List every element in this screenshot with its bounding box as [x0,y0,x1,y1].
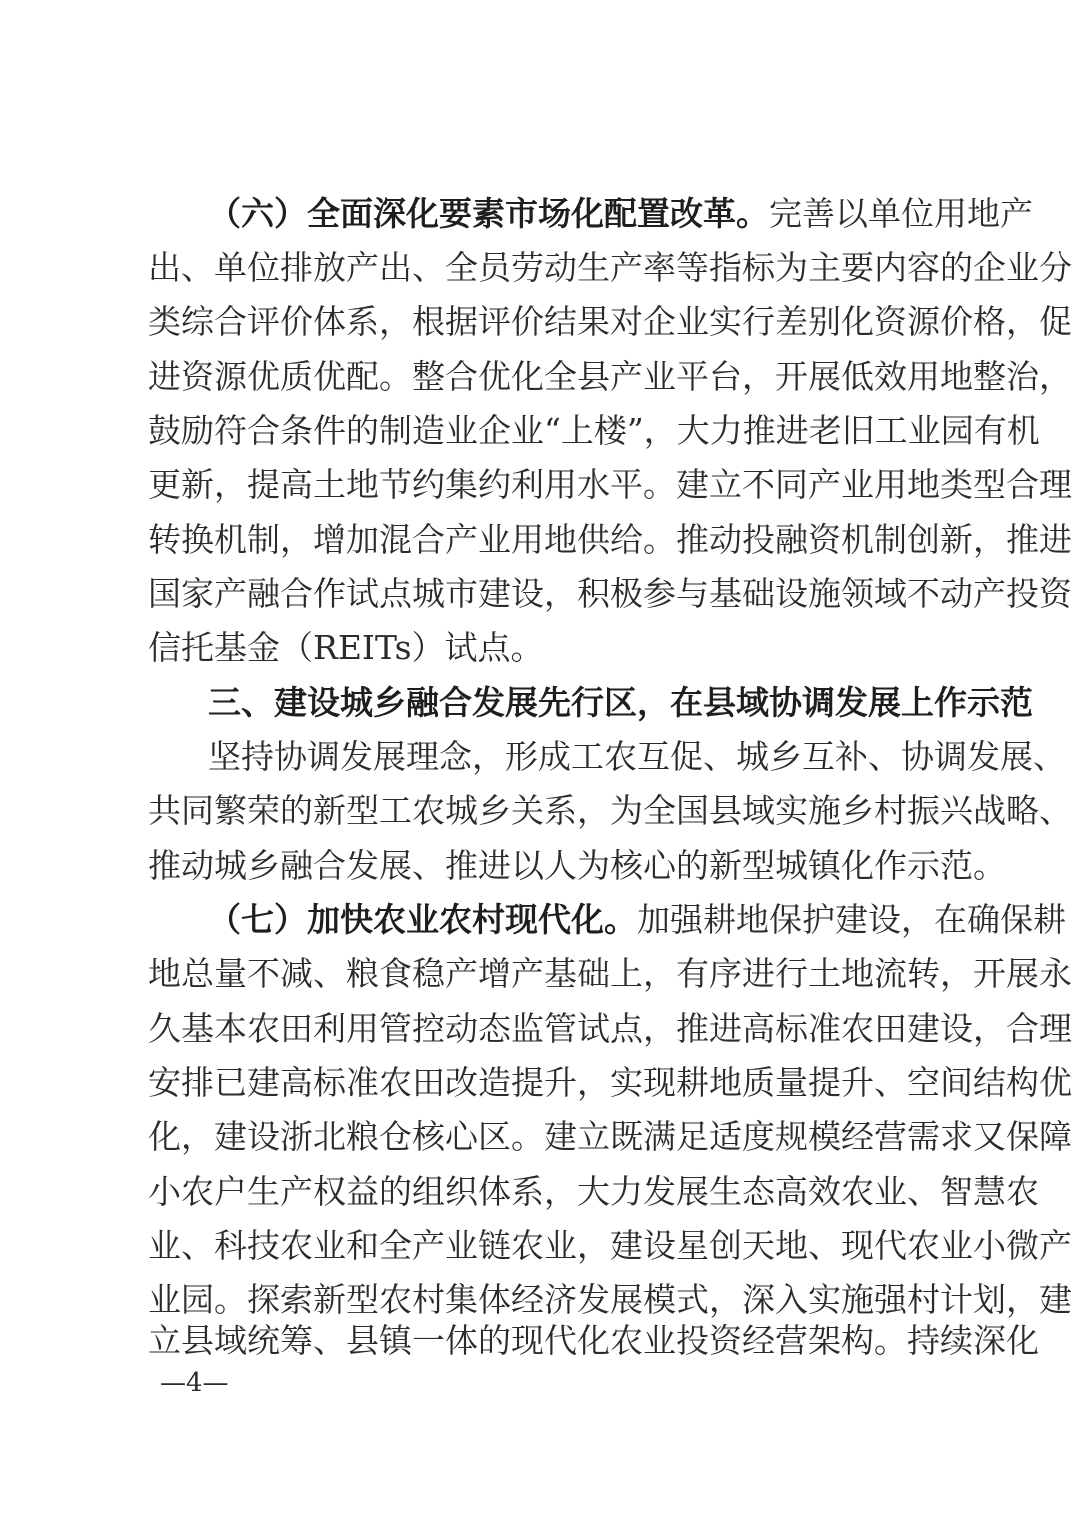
paragraph-6-first-rest: 完善以单位用地产 [769,194,1033,233]
paragraph-7-line-3: 久基本农田利用管控动态监管试点，推进高标准农田建设，合理 [148,1009,1072,1048]
paragraph-6-line-8: 国家产融合作试点城市建设，积极参与基础设施领域不动产投资 [148,574,1072,613]
section-3-intro-line-1: 坚持协调发展理念，形成工农互促、城乡互补、协调发展、 [208,737,1066,776]
paragraph-6-line-2: 出、单位排放产出、全员劳动生产率等指标为主要内容的企业分 [148,248,1072,287]
paragraph-6-line-7: 转换机制，增加混合产业用地供给。推动投融资机制创新，推进 [148,520,1072,559]
paragraph-6-line-6: 更新，提高土地节约集约利用水平。建立不同产业用地类型合理 [148,465,1072,504]
section-3-intro-line-2: 共同繁荣的新型工农城乡关系，为全国县域实施乡村振兴战略、 [148,791,1072,830]
paragraph-7-line-5: 化，建设浙北粮仓核心区。建立既满足适度规模经营需求又保障 [148,1117,1072,1156]
paragraph-7-line-4: 安排已建高标准农田改造提升，实现耕地质量提升、空间结构优 [148,1063,1072,1102]
paragraph-6-line-1 [208,187,1033,241]
paragraph-6-line-4: 进资源优质优配。整合优化全县产业平台，开展低效用地整治， [148,357,1072,396]
paragraph-7-line-2: 地总量不减、粮食稳产增产基础上，有序进行土地流转，开展永 [148,954,1072,993]
page-number: —4— [160,1368,229,1398]
paragraph-7-first-rest: 加强耕地保护建设，在确保耕 [637,900,1066,939]
paragraph-7-lead: （七）加快农业农村现代化。 [208,900,637,939]
paragraph-7-line-6: 小农户生产权益的组织体系，大力发展生态高效农业、智慧农 [148,1172,1039,1211]
paragraph-7-line-1 [208,893,1066,947]
paragraph-6-line-9: 信托基金（REITs）试点。 [148,628,544,667]
paragraph-7-line-7: 业、科技农业和全产业链农业，建设星创天地、现代农业小微产 [148,1226,1072,1265]
paragraph-6-lead: （六）全面深化要素市场化配置改革。 [208,194,769,233]
section-3-intro-line-3: 推动城乡融合发展、推进以人为核心的新型城镇化作示范。 [148,846,1006,885]
section-3-heading: 三、建设城乡融合发展先行区，在县域协调发展上作示范 [208,683,1033,722]
paragraph-7-line-8: 业园。探索新型农村集体经济发展模式，深入实施强村计划，建 [148,1280,1072,1319]
paragraph-7-line-9: 立县域统筹、县镇一体的现代化农业投资经营架构。持续深化 [148,1321,1039,1360]
paragraph-6-line-5: 鼓励符合条件的制造业企业“上楼”，大力推进老旧工业园有机 [148,411,1040,450]
paragraph-6-line-3: 类综合评价体系，根据评价结果对企业实行差别化资源价格，促 [148,302,1072,341]
